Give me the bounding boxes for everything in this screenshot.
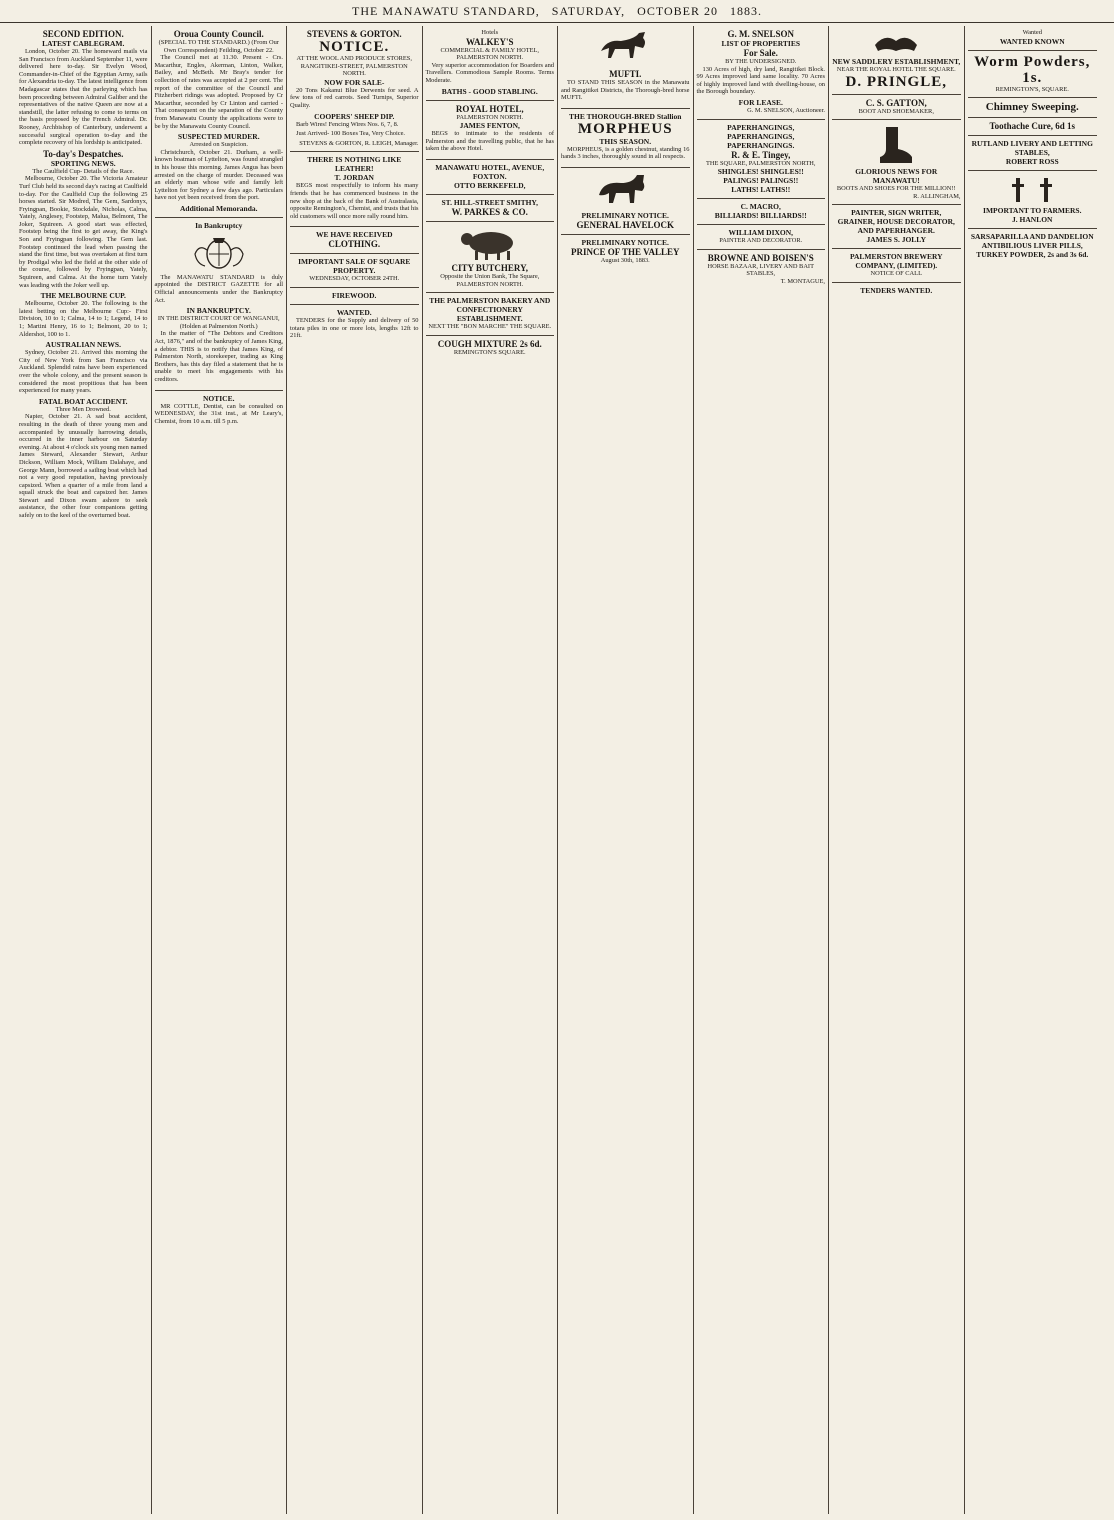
wire-text: Barb Wires! Fencing Wires Nos. 6, 7, 8.	[296, 120, 399, 128]
despatches-heading: To-day's Despatches.	[43, 148, 124, 159]
for-sale-heading: NOW FOR SALE-	[324, 77, 385, 87]
sale-date: WEDNESDAY, OCTOBER 24TH.	[309, 275, 400, 283]
draught-horse-icon	[593, 173, 657, 209]
bankruptcy-section	[155, 218, 284, 391]
billiards-heading: BILLIARDS! BILLIARDS!!	[714, 211, 807, 221]
gazette-text: The MANAWATU STANDARD is duly appointed the DISTRICT GAZETTE for all Official announcements under the Bankruptcy Act.	[154, 273, 283, 304]
property-sale-ad	[290, 254, 419, 288]
gatton-trade: BOOT AND SHOEMAKER,	[858, 107, 934, 115]
column-snelson	[694, 26, 830, 1514]
brewery-heading: PALMERSTON BREWERY COMPANY, (LIMITED).	[849, 252, 943, 271]
morpheus-heading: MORPHEUS	[577, 120, 673, 137]
pringle-heading: D. PRINGLE,	[845, 73, 947, 90]
walkey-hotel-ad	[426, 26, 555, 101]
fatal-text: Napier, October 21. A sad boat accident, resulting in the death of three young men and accompanied by unusually harrowing details, occurred in the inner harbour on Saturday evening. At about 4 o'clock six young men named James Steward, Alexander Stewart, Arthur Dickson, William Mock, William Dalahaye, and George Mann, borrowed a sailing boat which had not a very good reputation, having previously capsized. When a quarter of a mile from land a squall struck the boat and capsized her. James Stewart and Dixon swam ashore to seek assistance, the other four companions getting safely on to the keel of the overturned boat.	[19, 413, 148, 520]
arrived-text: Just Arrived- 100 Boxes Tea, Very Choice.	[296, 130, 406, 138]
column-stallions	[558, 26, 694, 1514]
wanted-known-heading: WANTED KNOWN	[999, 36, 1065, 46]
farmers-heading: IMPORTANT TO FARMERS.	[983, 206, 1082, 216]
sheep-dip-heading: COOPERS' SHEEP DIP.	[314, 111, 395, 121]
murder-text: Christchurch, October 21. Durham, a well-known boatman of Lyttelton, was found strangled in his house this morning. James Angus has been arrested on the charge of murder. Deceased was an elderly man whose wife and family left Lyttelton for Sydney a few days ago. Particulars have not yet been received from the port.	[154, 148, 283, 202]
chimney-ad	[968, 98, 1098, 118]
jordan-ad	[290, 152, 419, 227]
farmers-ad	[968, 171, 1098, 229]
chimney-heading: Chimney Sweeping.	[985, 101, 1079, 114]
boot-icon	[876, 125, 916, 165]
firewood-ad	[290, 288, 419, 305]
lease-heading: FOR LEASE.	[738, 97, 783, 107]
hanlon-name: J. HANLON	[1012, 215, 1053, 225]
council-section	[155, 26, 284, 218]
dentist-notice-heading: NOTICE.	[203, 393, 235, 403]
memoranda-heading: Additional Memoranda.	[179, 203, 258, 213]
hotels-label: Hotels	[481, 29, 499, 36]
auctioneer-signature: G. M. SNELSON, Auctioneer.	[747, 106, 825, 114]
horse-icon	[593, 31, 657, 67]
latest-cablegram-heading: LATEST CABLEGRAM.	[42, 39, 125, 48]
issue-day: SATURDAY,	[551, 3, 626, 18]
call-notice: NOTICE OF CALL	[870, 270, 922, 278]
gatton-heading: C. S. GATTON,	[865, 97, 927, 108]
saddlery-heading: NEW SADDLERY ESTABLISHMENT,	[832, 57, 961, 66]
cable-text: London, October 20. The homeward mails via San Francisco from Auckland September 11, were delivered here to-day. Sir Evelyn Wood, Commander-in-Chief of the Egyptian Army, sails for Alexandria to-day. The latest intelligence from Madagascar states that the parleying which has been proceeding between Admiral Galiber and the representatives of the native Queen are now at a standstill, the latter refusing to come to terms on the basis proposed by the French Admiral. Dr. Rooney, Archbishop of Canterbury, underwent a successful surgical operation to-day and the complete recovery of his lordship is anticipated.	[19, 48, 148, 147]
caulfield-subheading: The Caulfield Cup- Details of the Race.	[32, 167, 135, 175]
melbourne-cup-heading: THE MELBOURNE CUP.	[40, 291, 126, 301]
saddle-icon	[871, 31, 921, 55]
issue-date: OCTOBER 20	[637, 3, 718, 18]
manawatu-hotel-heading: MANAWATU HOTEL, AVENUE, FOXTON.	[435, 162, 545, 181]
bazaar-label: HORSE BAZAAR, LIVERY AND BAIT STABLES,	[707, 262, 814, 278]
royal-location: PALMERSTON NORTH.	[456, 113, 524, 121]
mufti-heading: MUFTI.	[609, 69, 642, 79]
council-heading: Oroua County Council.	[173, 29, 264, 39]
stores-address: AT THE WOOL AND PRODUCE STORES, RANGITIKEI-STREET, PALMERSTON NORTH.	[296, 55, 412, 78]
court-text: In the matter of "The Debtors and Creditors Act, 1876," and of the bankruptcy of James King, a debtor. THIS is to notify that James King, of Palmerston North, storekeeper, trading as King Brothers, has this day filed a statement that he is unable to meet his engagements with his creditors.	[154, 330, 283, 383]
stevens-signature: STEVENS & GORTON, R. LEIGH, Manager.	[299, 139, 419, 147]
in-bankruptcy-heading: IN BANKRUPTCY.	[186, 306, 251, 316]
council-text: The Council met at 11.30. Present - Crs. Macarthur, Engles, Akerman, Linton, Walker, Bailey, and McBeth. Mr Bray's tender for collection of rates was accepted at 2 per cent. The report of the committee of the Council and Fitzherbert ridings was adopted. Proposed by Cr Macarthur, seconded by Cr Linton and carried - That consequent on the separation of the County from Manawatu County the applications were to be by the Manawatu County Council.	[154, 54, 283, 130]
dixon-heading: WILLIAM DIXON,	[728, 228, 794, 238]
cable-section	[19, 26, 148, 526]
sarsaparilla-ad	[968, 229, 1098, 263]
walkey-text: Very superior accommodation for Boarders and Travellers. Commodious Sample Rooms. Terms Moderate.	[425, 61, 554, 84]
tingey-heading: R. & E. Tingey,	[731, 149, 791, 160]
australian-news-heading: AUSTRALIAN NEWS.	[45, 340, 121, 350]
dixon-ad	[697, 225, 826, 250]
murder-heading: SUSPECTED MURDER.	[177, 132, 260, 142]
cup-text: Melbourne, October 20. The following is the latest betting on the Melbourne Cup:- First Division, 10 to 1; Calma, 14 to 1; Legend, 14 to 1; Martini Henry, 16 to 1; Belmont, 20 to 1; Aldershot, 100 to 1.	[19, 300, 148, 338]
shingles-heading: SHINGLES! SHINGLES!!	[717, 167, 804, 177]
butchery-heading: CITY BUTCHERY,	[451, 262, 529, 273]
page-columns	[16, 26, 1100, 1514]
snelson-ad	[697, 26, 826, 120]
jolly-name: JAMES S. JOLLY	[866, 235, 927, 245]
royal-arms-icon	[189, 232, 249, 272]
snelson-heading: G. M. SNELSON	[727, 29, 794, 39]
wanted-heading: WANTED.	[336, 307, 372, 317]
australian-text: Sydney, October 21. Arrived this morning the City of New York from San Francisco via Auckland. Splendid rains have been experienced over the whole colony, and the present season is considered the most propitious that has been experienced for many years.	[19, 349, 148, 395]
macro-ad	[697, 199, 826, 225]
toothache-ad	[968, 118, 1098, 136]
prelim-heading: PRELIMINARY NOTICE.	[581, 210, 669, 220]
browne-heading: BROWNE AND BOISEN'S	[707, 252, 814, 263]
column-saddlery	[829, 26, 965, 1514]
liver-pills-heading: ANTIBILIOUS LIVER PILLS,	[981, 241, 1083, 251]
prelim2-heading: PRELIMINARY NOTICE.	[581, 237, 669, 247]
cross-icon	[1012, 176, 1052, 204]
tingey-address: THE SQUARE, PALMERSTON NORTH,	[705, 159, 816, 167]
firewood-heading: FIREWOOD.	[332, 290, 377, 300]
column-news	[16, 26, 152, 1514]
column-council	[152, 26, 288, 1514]
walkey-full: COMMERCIAL & FAMILY HOTEL, PALMERSTON NORTH.	[440, 46, 540, 62]
bakery-heading: THE PALMERSTON BAKERY AND CONFECTIONERY ESTABLISHMENT.	[429, 296, 551, 324]
bazaar-ad	[697, 250, 826, 290]
painter-label: PAINTER AND DECORATOR.	[719, 237, 803, 245]
saddlery-ad	[832, 26, 961, 95]
column-stevens	[287, 26, 423, 1514]
livery-heading: RUTLAND LIVERY AND LETTING STABLES,	[971, 139, 1093, 158]
sarsaparilla-heading: SARSAPARILLA AND DANDELION	[970, 232, 1094, 242]
bakery-location: NEXT THE "BON MARCHE" THE SQUARE.	[428, 323, 552, 331]
butchery-address: Opposite the Union Bank, The Square, PALMERSTON NORTH.	[440, 272, 540, 288]
prince-ad	[561, 235, 690, 269]
paperhangings-heading: PAPERHANGINGS, PAPERHANGINGS, PAPERHANGINGS.	[727, 122, 795, 150]
worm-powders-ad	[968, 51, 1098, 99]
dentist-notice	[155, 391, 284, 432]
manawatu-hotel-ad	[426, 160, 555, 195]
season-label: THIS SEASON.	[599, 136, 652, 146]
drowned-subheading: Three Men Drowned.	[55, 405, 111, 413]
allingham-ad	[832, 120, 961, 205]
court-heading: IN THE DISTRICT COURT OF WANGANUI, (Holden at Palmerston North.)	[157, 315, 280, 330]
butchery-ad	[426, 222, 555, 293]
tenders-wanted-heading: TENDERS WANTED.	[860, 285, 933, 295]
wanted-known-ad	[968, 26, 1098, 51]
gatton-ad	[832, 95, 961, 121]
brewery-ad	[832, 249, 961, 283]
montague-signature: T. MONTAGUE,	[780, 277, 825, 285]
smithy-heading: ST. HILL-STREET SMITHY,	[441, 197, 539, 207]
remington-square: REMINGTON'S, SQUARE.	[995, 85, 1069, 93]
received-heading: WE HAVE RECEIVED	[315, 230, 393, 240]
mufti-text: TO STAND THIS SEASON in the Manawatu and Rangitikei Districts, the Thorough-bred horse MUFTI.	[561, 79, 690, 102]
mufti-ad	[561, 26, 690, 109]
toothache-heading: Toothache Cure, 6d 1s	[989, 121, 1075, 132]
wanted-tenders-ad	[290, 305, 419, 346]
stevens-gorton-ad	[290, 26, 419, 152]
forsale-heading: For Sale.	[743, 48, 778, 58]
notice-heading: NOTICE.	[319, 39, 390, 55]
cough-mixture-ad	[426, 336, 555, 361]
tenders-wanted-ad	[832, 283, 961, 299]
sheep-icon	[455, 227, 525, 261]
allingham-signature: R. ALLINGHAM,	[913, 192, 961, 200]
jolly-ad	[832, 205, 961, 249]
palings-heading: PALINGS! PALINGS!!	[723, 176, 799, 186]
worm-heading: Worm Powders,	[974, 53, 1091, 70]
cough-heading: COUGH MIXTURE 2s 6d.	[437, 338, 542, 349]
glorious-heading: GLORIOUS NEWS FOR MANAWATU!	[855, 167, 938, 186]
livery-ad	[968, 136, 1098, 171]
remington-label: REMINGTON'S SQUARE.	[453, 348, 526, 356]
sale-text: 20 Tons Kakanui Blue Derwents for seed. A few tons of red carrots. Seed Turnips, Superior Quality.	[290, 86, 419, 109]
jordan-name: T. JORDAN	[334, 173, 374, 183]
bankruptcy-heading: In Bankruptcy	[195, 220, 243, 230]
prince-date: August 30th, 1883.	[600, 256, 650, 264]
fenton-text: BEGS to intimate to the residents of Palmerston and the travelling public, that he has taken the above Hotel.	[425, 130, 554, 153]
sign-writer-heading: PAINTER, SIGN WRITER, GRAINER, HOUSE DECORATOR, AND PAPERHANGER.	[837, 208, 955, 236]
morpheus-text: MORPHEUS, is a golden chestnut, standing 16 hands 3 inches, thoroughly sound in all respects.	[561, 145, 690, 161]
paper-title: THE MANAWATU STANDARD,	[352, 3, 540, 18]
arrested-subheading: Arrested on Suspicion.	[189, 141, 248, 149]
properties-text: 130 Acres of high, dry land, Rangitikei Block. 99 Acres improved land same locality. 70 Acres of highly improved land with dwelling-house, on the Borough boundary.	[696, 65, 825, 96]
baths-heading: BATHS - GOOD STABLING.	[441, 86, 538, 96]
havelock-ad	[561, 168, 690, 235]
stallion-label: THE THOROUGH-BRED Stallion	[569, 111, 682, 121]
dentist-notice-text: MR COTTLE, Dentist, can be consulted on WEDNESDAY, the 31st inst., at Mr Leary's, Chemist, from 10 a.m. till 5 p.m.	[154, 402, 283, 425]
royal-heading: ROYAL HOTEL,	[455, 103, 524, 114]
prince-heading: PRINCE OF THE VALLEY	[571, 246, 680, 257]
council-dateline: (SPECIAL TO THE STANDARD.) (From Our Own Correspondent) Feilding, October 22.	[158, 39, 279, 54]
leather-heading: THERE IS NOTHING LIKE LEATHER!	[307, 155, 402, 174]
tenders-text: TENDERS for the Supply and delivery of 50 totara piles in one or more lots, lengths 12ft to 21ft.	[290, 316, 419, 340]
fenton-name: JAMES FENTON,	[459, 121, 520, 131]
issue-year: 1883.	[729, 3, 762, 18]
otto-name: OTTO BERKEFELD,	[453, 180, 526, 190]
fatal-accident-heading: FATAL BOAT ACCIDENT.	[38, 396, 128, 406]
clothing-ad	[290, 227, 419, 254]
second-edition-heading: SECOND EDITION.	[42, 29, 124, 39]
property-sale-heading: IMPORTANT SALE OF SQUARE PROPERTY.	[298, 257, 411, 276]
stevens-gorton-heading: STEVENS & GORTON.	[306, 29, 402, 39]
masthead	[0, 0, 1114, 23]
undersigned-label: BY THE UNDERSIGNED.	[725, 58, 797, 65]
turkey-powder-heading: TURKEY POWDER, 2s and 3s 6d.	[976, 250, 1089, 260]
jordan-text: BEGS most respectfully to inform his many friends that he has commenced business in the new shop at the back of the Bank of Australasia, opposite Remington's, Chemist, and trusts that his old customers will once more rally round him.	[290, 182, 419, 220]
column-wanted	[965, 26, 1101, 1514]
macro-heading: C. MACRO,	[740, 202, 781, 212]
column-hotels	[423, 26, 559, 1514]
parkes-heading: W. PARKES & CO.	[451, 206, 528, 217]
smithy-ad	[426, 195, 555, 222]
royal-hotel-ad	[426, 101, 555, 160]
clothing-heading: CLOTHING.	[328, 239, 381, 250]
ross-name: ROBERT ROSS	[1005, 157, 1059, 167]
tingey-ad	[697, 120, 826, 200]
sporting-heading: SPORTING NEWS.	[50, 158, 116, 168]
worm-price: 1s.	[1022, 69, 1043, 86]
morpheus-ad	[561, 109, 690, 168]
havelock-heading: GENERAL HAVELOCK	[576, 219, 675, 230]
walkey-heading: WALKEY'S	[465, 36, 514, 47]
wanted-label: Wanted	[1022, 29, 1042, 36]
properties-heading: LIST OF PROPERTIES	[721, 39, 800, 48]
saddlery-location: NEAR THE ROYAL HOTEL THE SQUARE.	[836, 66, 956, 73]
race-text: Melbourne, October 20. The Victoria Amateur Turf Club held its second day's racing at Caulfield to-day. For the Caulfield Cup the following 25 horses started. Sir Modred, The Gem, Sardonyx, Fryingpan, Bookie, Stockdale, Nicholas, Calma, Yately, Anglesey, Footstep, Malua, Belmont, The Joker, Squireen. A good start was effected, Footstep being the first to get away, the King's Son and Fryingpan following. The Gem last. Footstep continued the lead when passing the stand the first time, but was overtaken at first turn by Prodigal who led the field at the other side of the course, followed by Fryingpan, Yately, Squireen, and Calma. At the home turn Yately was leading with the Joker well up.	[19, 175, 148, 289]
bakery-ad	[426, 293, 555, 336]
boots-label: BOOTS AND SHOES FOR THE MILLION!!	[836, 185, 956, 193]
laths-heading: LATHS! LATHS!!	[731, 185, 791, 195]
